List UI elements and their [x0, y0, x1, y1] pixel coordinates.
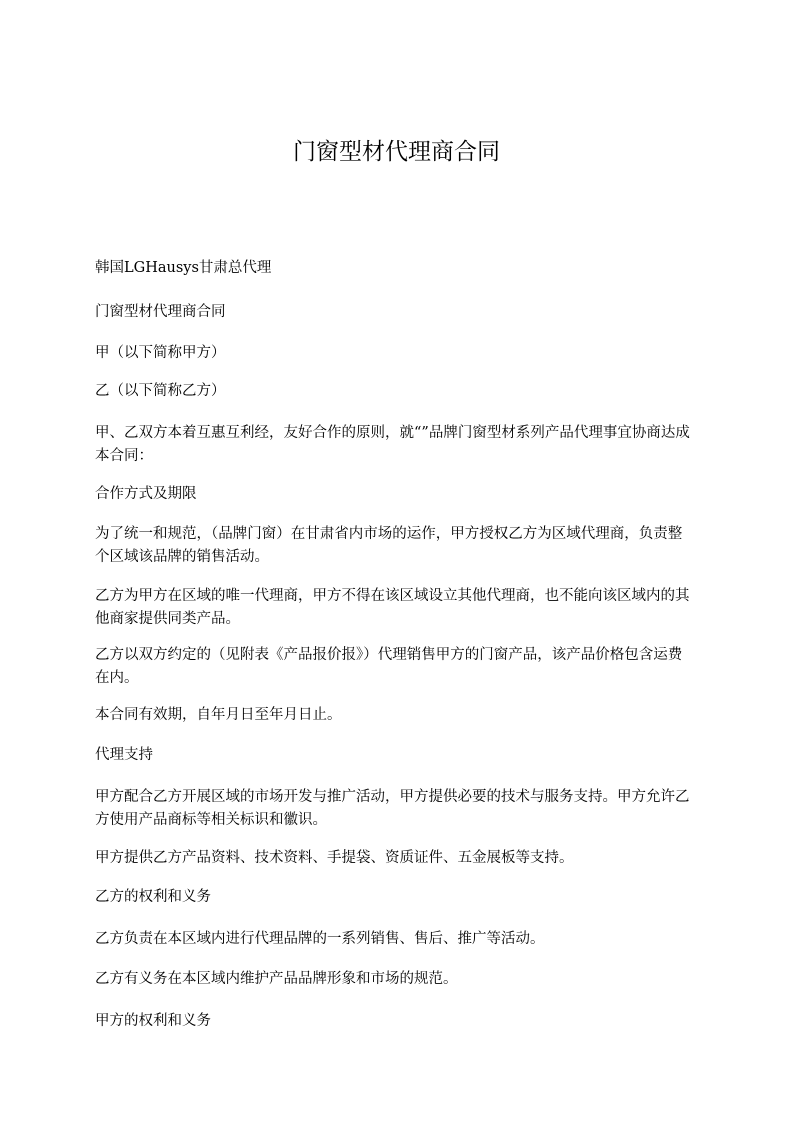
paragraph-validity: 本合同有效期，自年月日至年月日止。	[95, 707, 342, 723]
paragraph-market-support: 甲方配合乙方开展区域的市场开发与推广活动，甲方提供必要的技术与服务支持。甲方允许乙方使用产品商标等相关标识和徽识。	[95, 789, 690, 828]
section-heading-cooperation: 合作方式及期限	[95, 486, 197, 502]
paragraph-contract-name: 门窗型材代理商合同	[95, 304, 226, 320]
paragraph-materials-support: 甲方提供乙方产品资料、技术资料、手提袋、资质证件、五金展板等支持。	[95, 850, 574, 866]
section-heading-party-a-rights: 甲方的权利和义务	[95, 1013, 211, 1029]
document-title: 门窗型材代理商合同	[293, 139, 500, 165]
paragraph-party-a: 甲（以下简称甲方）	[95, 345, 226, 361]
paragraph-party-b-brand: 乙方有义务在本区域内维护产品品牌形象和市场的规范。	[95, 971, 458, 987]
section-heading-party-b-rights: 乙方的权利和义务	[95, 889, 211, 905]
paragraph-exclusivity: 乙方为甲方在区域的唯一代理商，甲方不得在该区域设立其他代理商，也不能向该区域内的其他商家提供同类产品。	[95, 588, 690, 627]
paragraph-party-b-sales: 乙方负责在本区域内进行代理品牌的一系列销售、售后、推广等活动。	[95, 931, 545, 947]
paragraph-party-b: 乙（以下简称乙方）	[95, 383, 226, 399]
paragraph-preamble: 甲、乙双方本着互惠互利经，友好合作的原则，就“”品牌门窗型材系列产品代理事宜协商达成本合同：	[95, 425, 690, 464]
section-heading-support: 代理支持	[95, 747, 153, 763]
paragraph-authorization: 为了统一和规范，（品牌门窗）在甘肃省内市场的运作，甲方授权乙方为区域代理商，负责整个区域该品牌的销售活动。	[95, 526, 683, 565]
paragraph-distributor: 韩国LGHausys甘肃总代理	[95, 260, 272, 276]
paragraph-pricing: 乙方以双方约定的（见附表《产品报价报》）代理销售甲方的门窗产品，该产品价格包含运费在内。	[95, 647, 683, 686]
